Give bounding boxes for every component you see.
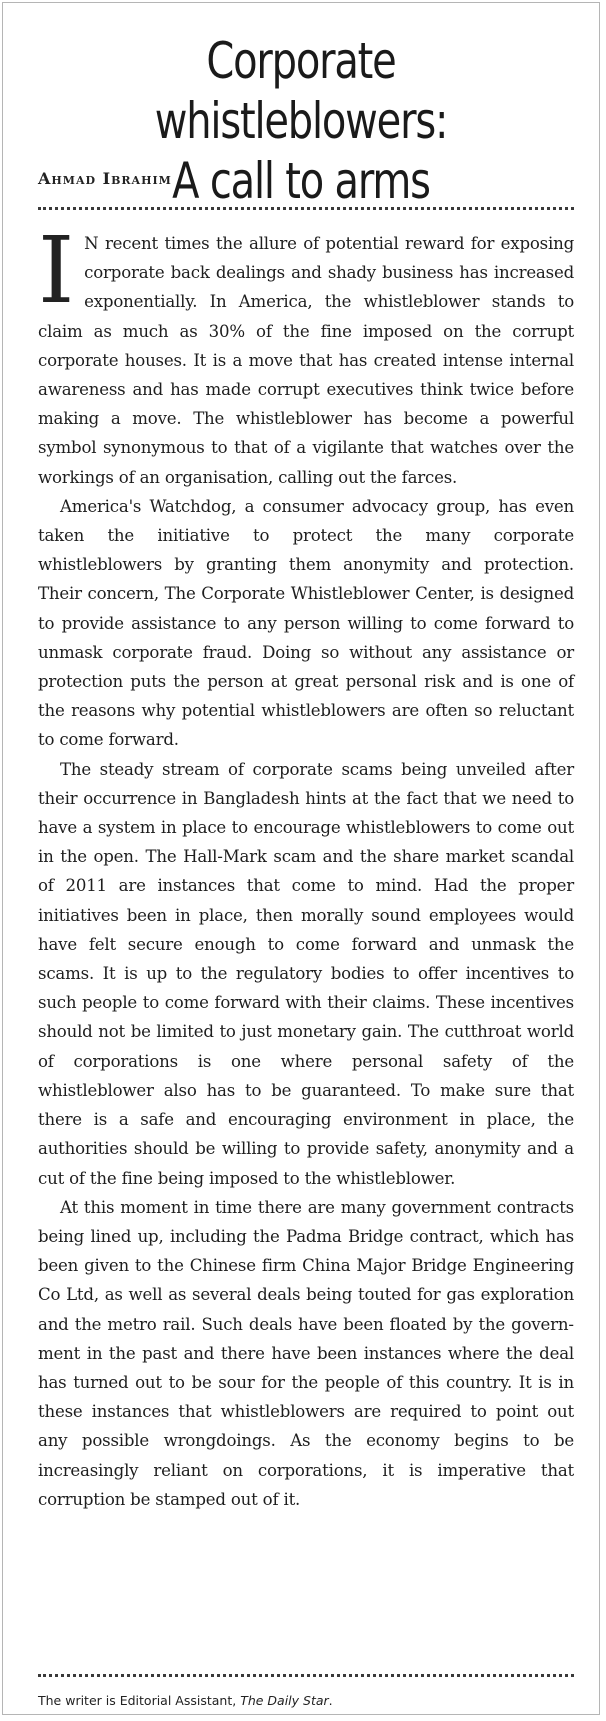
top-dotted-divider <box>38 207 574 210</box>
paragraph-3: The steady stream of corporate scams being unveiled after their occurrence in Bangladesh hints at the fact that we need to have a system in place to encourage whistleblowers to come out in the open. The Hall-Mark scam and the share market scandal of 2011 are instances that come to mind. Had the proper initiatives been in place, then morally sound employees would have felt secure enough to come forward and unmask the scams. It is up to the regulatory bodies to offer incentives to such people to come forward with their claims. These incentives should not be limited to just monetary gain. The cutthroat world of corporations is one where personal safety of the whistleblower also has to be guaranteed. To make sure that there is a safe and encouraging environment in place, the authorities should be willing to provide safety, anonymity and a cut of the fine being imposed to the whistleblower. <box>38 759 574 1188</box>
paragraph-2: America's Watchdog, a consumer advocacy group, has even taken the initiative to protect the many corporate whistleblowers by granting them anonymity and protection. Their concern, The Corporate Whistleblower Center, is designed to provide assistance to any person willing to come forward to unmask corporate fraud. Doing so without any assistance or protection puts the person at great personal risk and is one of the reasons why potential whistleblowers are often so reluctant to come forward. <box>38 496 574 750</box>
author-note-end: . <box>328 1693 333 1708</box>
author-note <box>38 1693 333 1708</box>
paragraph-4: At this moment in time there are many government contracts being lined up, including the Padma Bridge contract, which has been given to the Chinese firm China Major Bridge Engineering Co Ltd, as well as several deals being touted for gas exploration and the metro rail. Such deals have been floated by the government in the past and there have been instances where the deal has turned out to be sour for the people of this country. It is in these instances that whistleblowers are required to point out any possible wrongdoings. As the economy begins to be increasingly reliant on corporations, it is imperative that corruption be stamped out of it. <box>38 1197 574 1509</box>
headline-line-2: A call to arms <box>172 152 430 210</box>
author-note-text: The writer is Editorial Assistant, <box>38 1693 241 1708</box>
paragraph-1 <box>38 217 574 492</box>
headline-line-1: Corporate whistleblowers: <box>154 32 448 150</box>
publication-name: The Daily Star <box>240 1693 329 1708</box>
drop-cap: I <box>38 217 75 324</box>
bottom-dotted-divider <box>38 1674 574 1677</box>
article-frame <box>2 2 600 1715</box>
author-byline: Ahmad Ibrahim <box>38 169 172 188</box>
paragraph-1-text: N recent times the allure of potential reward for exposing corporate back dealings and shady business has increased exponentially. In America, the whistleblower stands to claim as much as 30% of the fine imposed on the corrupt corporate houses. It is a move that has created intense internal awareness and has made corrupt executives think twice before making a move. The whistleblower has become a powerful symbol synonymous to that of a vigilante that watches over the workings of an organisation, calling out the farces. <box>38 234 574 487</box>
article-body <box>38 217 574 1514</box>
